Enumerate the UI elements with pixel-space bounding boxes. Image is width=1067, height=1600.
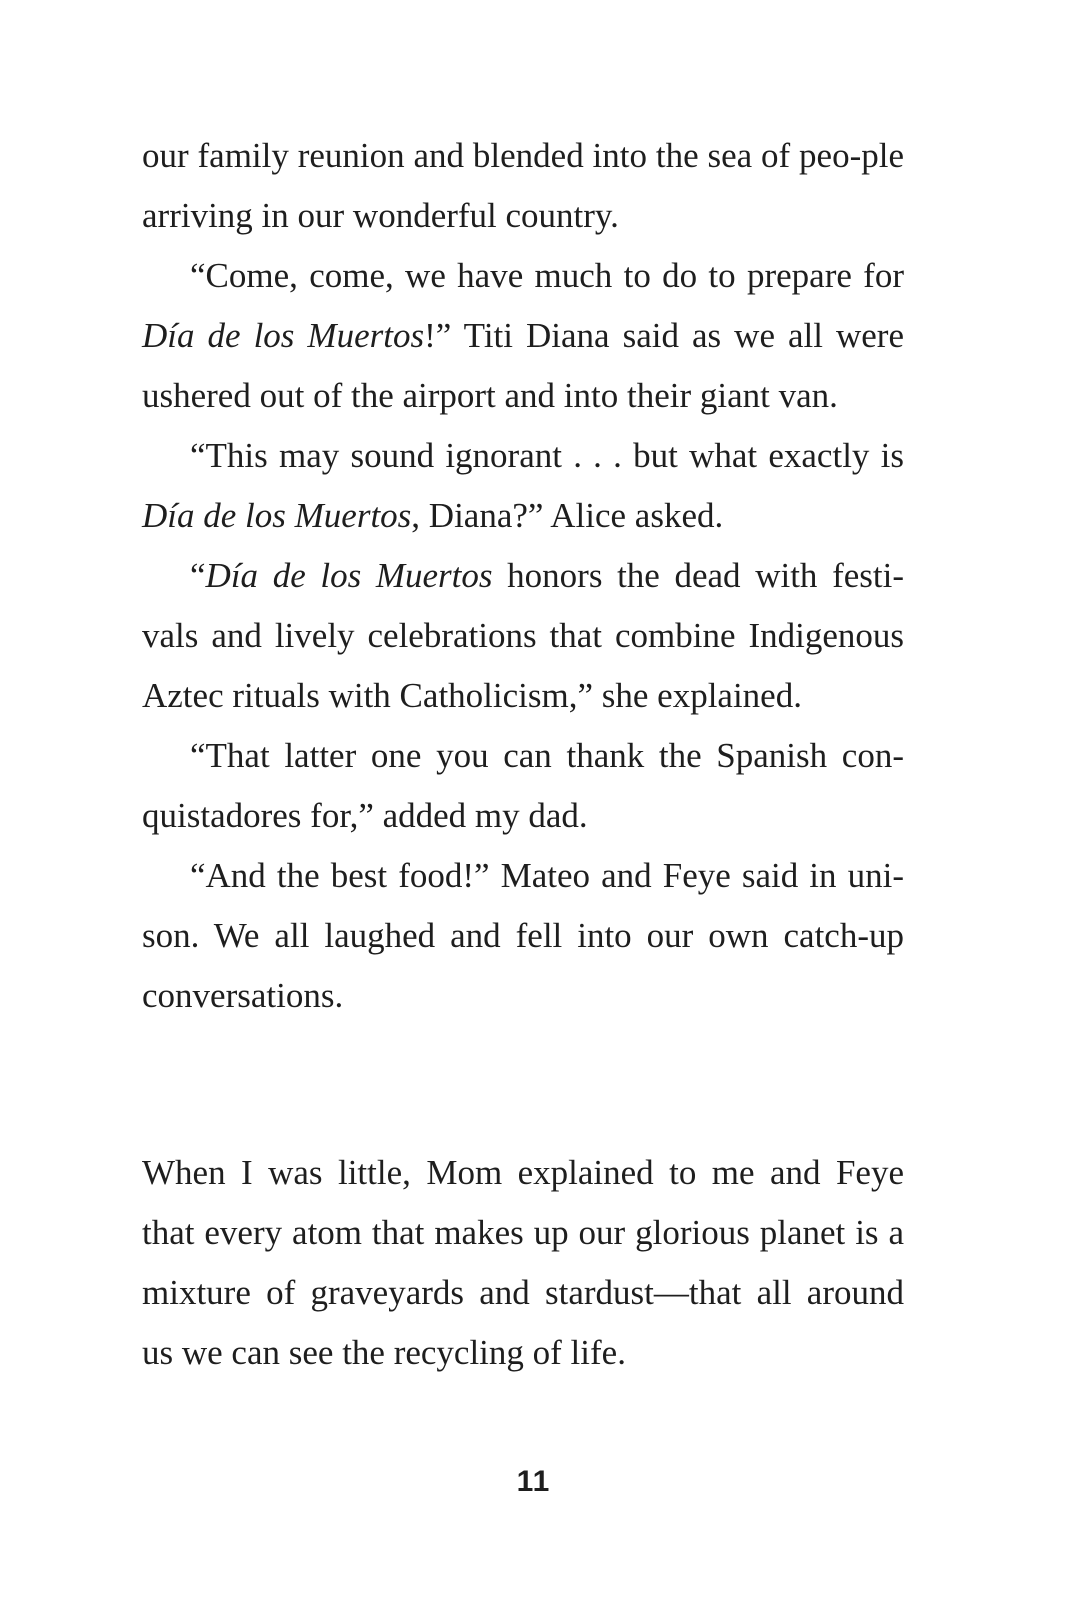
text-run: “This may sound ignorant . . . but what exactly is <box>190 436 904 475</box>
italic-text: Día de los Muertos <box>142 316 425 355</box>
text-run: honors the dead with festi-vals and lively celebrations that combine Indigenous Aztec rituals with Catholicism,” she explained. <box>142 556 904 715</box>
body-text-section-1 <box>142 126 904 1026</box>
paragraph <box>142 846 904 1026</box>
text-run: “And the best food!” Mateo and Feye said in uni-son. We all laughed and fell into our own catch-up conversations. <box>142 856 904 1015</box>
paragraph <box>142 546 904 726</box>
italic-text: Día de los Muertos <box>142 496 412 535</box>
text-run: “That latter one you can thank the Spanish con-quistadores for,” added my dad. <box>142 736 904 835</box>
text-run: “ <box>190 556 206 595</box>
italic-text: Día de los Muertos <box>205 556 493 595</box>
paragraph <box>142 126 904 246</box>
paragraph <box>142 726 904 846</box>
text-run: “Come, come, we have much to do to prepare for <box>190 256 904 295</box>
text-run: our family reunion and blended into the sea of peo-ple arriving in our wonderful country. <box>142 136 904 235</box>
paragraph <box>142 426 904 546</box>
paragraph: When I was little, Mom explained to me and Feye that every atom that makes up our glorious planet is a mixture of graveyards and stardust—that all around us we can see the recycling of life. <box>142 1153 904 1372</box>
paragraph <box>142 246 904 426</box>
text-run: , Diana?” Alice asked. <box>411 496 724 535</box>
body-text-section-2 <box>142 1143 904 1383</box>
page-number: 11 <box>516 1465 551 1498</box>
text-run: !” Titi Diana said as we all were ushered out of the airport and into their giant van. <box>142 316 904 415</box>
